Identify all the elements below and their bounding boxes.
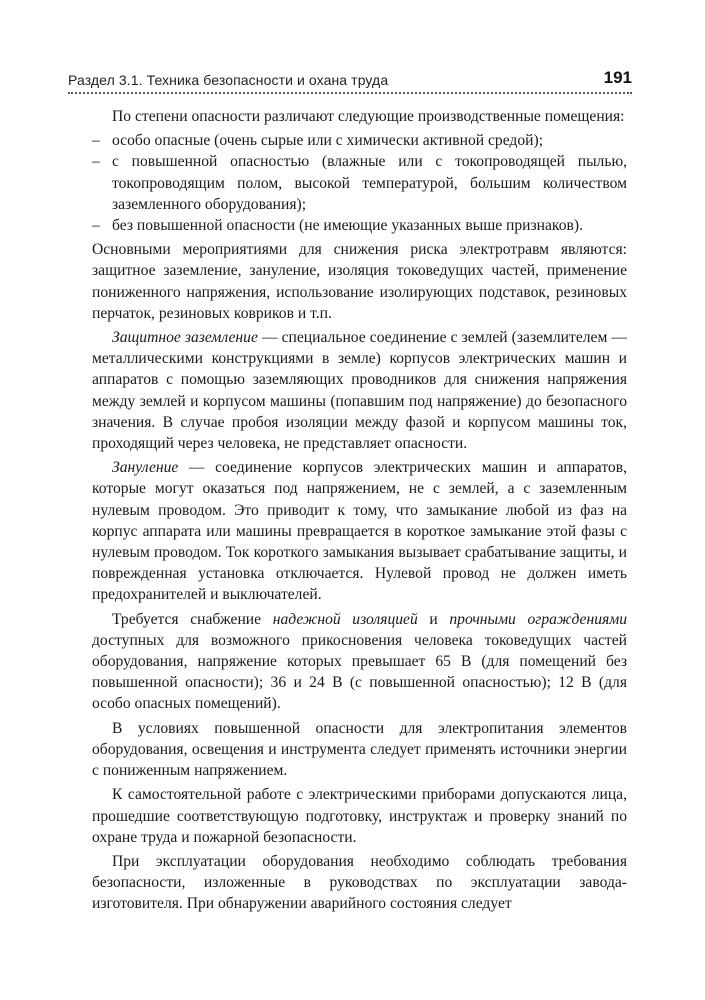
text-run: Требуется снабжение — [112, 610, 273, 628]
page-number: 191 — [603, 68, 632, 87]
page-header — [68, 64, 632, 94]
list-dash: – — [92, 217, 100, 235]
list-dash: – — [92, 153, 100, 171]
paragraph-low-voltage: В условиях повышенной опасности для электропитания элементов оборудования, освещения и инструмента следует применять источники энергии с пониженным напряжением. — [92, 719, 627, 780]
neutral-definition: — соединение корпусов электрических машин и аппаратов, которые могут оказаться под напряжением, не с землей, а с заземленным нулевым проводом. Это приводит к тому, что замыкание любой из фаз на корпус аппарата или машины превращается в короткое замыкание этой фазы с нулевым проводом. Ток короткого замыкания вызывает срабатывание защиты, и поврежденная установка отключается. Нулевой провод не должен иметь предохранителей и выключателей. — [92, 459, 627, 604]
paragraph-grounding — [92, 327, 627, 454]
term-grounding: Защитное заземление — [112, 329, 258, 347]
list-item — [92, 130, 627, 151]
hazard-list — [92, 130, 627, 236]
paragraph-operation: При эксплуатации оборудования необходимо соблюдать требования безопасности, изложенные в руководствах по эксплуатации завода-изготовителя. При обнаружении аварийного состояния следует — [92, 852, 627, 913]
running-head: Раздел 3.1. Техника безопасности и охана труда — [68, 72, 389, 88]
list-item-text: с повышенной опасностью (влажные или с токопроводящей пылью, токопроводящим полом, высокой температурой, большим количеством заземленного оборудования); — [112, 153, 627, 213]
list-item-text: особо опасные (очень сырые или с химически активной средой); — [112, 132, 544, 150]
list-dash: – — [92, 132, 100, 150]
text-run: доступных для возможного прикосновения человека токоведущих частей оборудования, напряжение которых превышает 65 В (для помещений без повышенной опасности); 36 и 24 В (с повышенной опасностью); 12 В (для особо опасных помещений). — [92, 631, 627, 713]
term-guards: прочными ограждениями — [449, 610, 627, 628]
text-run: и — [417, 610, 450, 628]
list-item — [92, 151, 627, 215]
term-insulation: надежной изоляцией — [272, 610, 418, 628]
page-body — [92, 106, 627, 918]
list-item-text: без повышенной опасности (не имеющие указанных выше признаков). — [112, 217, 583, 235]
paragraph-neutral — [92, 457, 627, 605]
list-item — [92, 215, 627, 236]
term-neutral: Зануление — [112, 459, 179, 477]
paragraph-admission: К самостоятельной работе с электрическими приборами допускаются лица, прошедшие соответствующую подготовку, инструктаж и проверку знаний по охране труда и пожарной безопасности. — [92, 786, 627, 846]
paragraph-intro: По степени опасности различают следующие производственные помещения: — [112, 108, 625, 125]
grounding-definition: — специальное соединение с землей (заземлителем — металлическими конструкциями в земле) корпусов электрических машин и аппаратов с помощью заземляющих проводников для снижения напряжения между землей и корпусом машины (попавшим под напряжение) до безопасного значения. В случае пробоя изоляции между фазой и корпусом машины ток, проходящий через человека, не представляет опасности. — [92, 329, 627, 453]
paragraph-measures: Основными мероприятиями для снижения риска электротравм являются: защитное заземление, зануление, изоляция токоведущих частей, применение пониженного напряжения, использование изолирующих подставок, резиновых перчаток, резиновых ковриков и т.п. — [92, 241, 627, 322]
paragraph-insulation — [92, 609, 627, 715]
